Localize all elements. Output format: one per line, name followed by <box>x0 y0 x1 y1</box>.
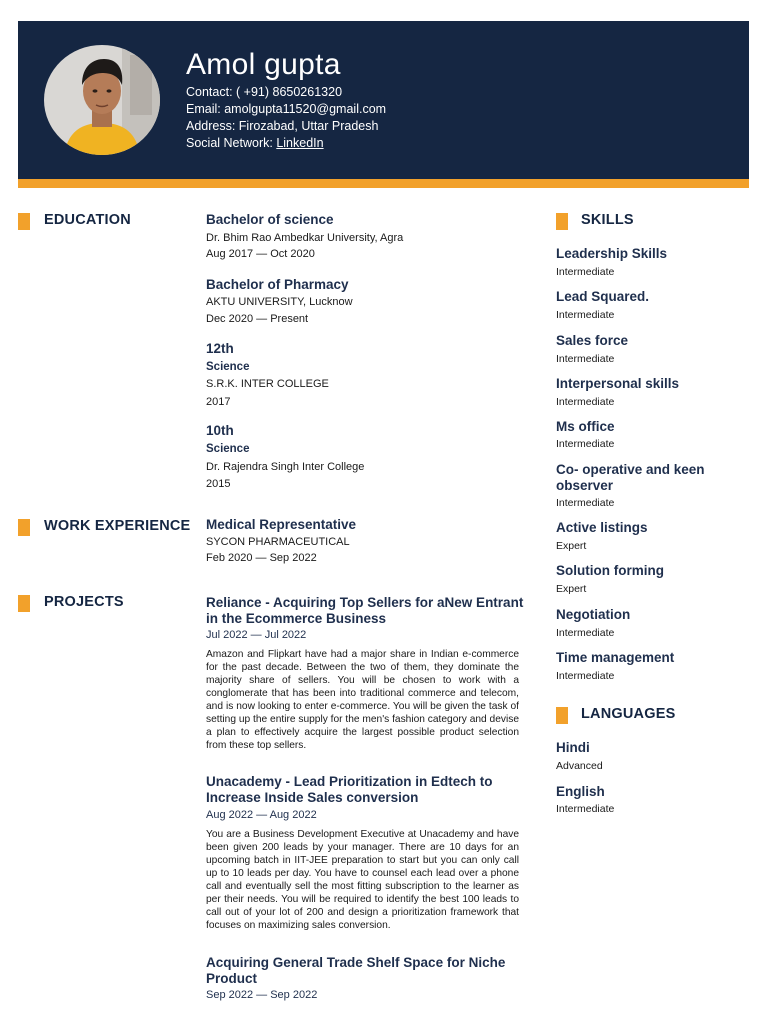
skills-heading: SKILLS <box>581 212 634 228</box>
education-school: AKTU UNIVERSITY, Lucknow <box>206 296 353 308</box>
work-marker <box>18 519 30 536</box>
resume-header <box>18 21 749 179</box>
skill-level: Intermediate <box>556 266 615 278</box>
skill-name: Lead Squared. <box>556 289 650 304</box>
skill-name: Sales force <box>556 333 629 348</box>
skill-level: Intermediate <box>556 353 615 365</box>
education-stream: Science <box>206 443 250 455</box>
avatar-illustration <box>44 45 160 155</box>
skill-name: Solution forming <box>556 563 664 578</box>
skill-level: Expert <box>556 540 587 552</box>
skill-level: Intermediate <box>556 396 615 408</box>
education-date: 2017 <box>206 396 231 408</box>
skill-level: Intermediate <box>556 627 615 639</box>
education-degree: Bachelor of Pharmacy <box>206 277 349 292</box>
work-date: Feb 2020 — Sep 2022 <box>206 552 317 564</box>
skill-name: Co- operative and keen observer <box>556 462 705 493</box>
linkedin-link[interactable]: LinkedIn <box>276 136 324 150</box>
education-date: 2015 <box>206 478 231 490</box>
skill-level: Intermediate <box>556 670 615 682</box>
education-degree: Bachelor of science <box>206 212 334 227</box>
project-title: Acquiring General Trade Shelf Space for Niche Product <box>206 955 506 986</box>
profile-photo <box>44 45 160 155</box>
language-name: Hindi <box>556 740 590 755</box>
work-heading: WORK EXPERIENCE <box>44 518 191 534</box>
skill-name: Ms office <box>556 419 615 434</box>
education-heading: EDUCATION <box>44 212 131 228</box>
skill-level: Expert <box>556 583 587 595</box>
education-date: Aug 2017 — Oct 2020 <box>206 248 315 260</box>
skill-level: Intermediate <box>556 309 615 321</box>
education-date: Dec 2020 — Present <box>206 313 309 325</box>
language-name: English <box>556 784 605 799</box>
project-title: Unacademy - Lead Prioritization in Edtech to Increase Inside Sales conversion <box>206 774 493 805</box>
project-date: Jul 2022 — Jul 2022 <box>206 629 307 641</box>
skill-name: Time management <box>556 650 675 665</box>
projects-heading: PROJECTS <box>44 594 124 610</box>
education-degree: 10th <box>206 423 234 438</box>
project-date: Aug 2022 — Aug 2022 <box>206 809 317 821</box>
project-date: Sep 2022 — Sep 2022 <box>206 989 318 1001</box>
contact-email: Email: amolgupta11520@gmail.com <box>186 102 387 116</box>
education-school: Dr. Bhim Rao Ambedkar University, Agra <box>206 232 404 244</box>
header-accent-bar <box>18 179 749 188</box>
education-school: S.R.K. INTER COLLEGE <box>206 378 329 390</box>
skills-marker <box>556 213 568 230</box>
skill-name: Leadership Skills <box>556 246 668 261</box>
work-company: SYCON PHARMACEUTICAL <box>206 536 350 548</box>
education-stream: Science <box>206 361 250 373</box>
education-school: Dr. Rajendra Singh Inter College <box>206 461 365 473</box>
languages-marker <box>556 707 568 724</box>
contact-details <box>186 84 386 152</box>
projects-marker <box>18 595 30 612</box>
social-label: Social Network: <box>186 136 277 150</box>
project-title: Reliance - Acquiring Top Sellers for aNew Entrant in the Ecommerce Business <box>206 595 524 626</box>
skill-name: Interpersonal skills <box>556 376 680 391</box>
contact-phone: Contact: ( +91) 8650261320 <box>186 85 343 99</box>
contact-social <box>186 135 386 152</box>
languages-heading: LANGUAGES <box>581 706 676 722</box>
language-level: Advanced <box>556 760 603 772</box>
skill-level: Intermediate <box>556 497 615 509</box>
skill-name: Active listings <box>556 520 648 535</box>
skill-level: Intermediate <box>556 438 615 450</box>
candidate-name: Amol gupta <box>186 48 341 81</box>
skill-name: Negotiation <box>556 607 631 622</box>
project-description: Amazon and Flipkart have had a major share in Indian e-commerce for the past decade. Between the two of them, they dominate the majority share of sellers. You will be chosen to work with a conglomerate that has been into traditional commerce and telecom, and is now looking to enter e-commerce. You will be given the task of setting up the entire supply for the men's fashion category and devise a plan to effectively acquire the largest possible product selection from these top sellers. <box>206 649 519 751</box>
work-title: Medical Representative <box>206 517 357 532</box>
language-level: Intermediate <box>556 803 615 815</box>
education-degree: 12th <box>206 341 234 356</box>
education-marker <box>18 213 30 230</box>
project-description: You are a Business Development Executive at Unacademy and have been given 200 leads by your manager. There are 10 days for an upcoming batch in IIT-JEE preparation to start but you can only call up to 10 leads per day. You have to counsel each lead over a phone call and eventually sell the most fitting subscription to the learner as per their needs. You will be required to identify the best 100 leads to call out of your lot of 200 and design a prioritization framework that focuses on maximizing sales conversion. <box>206 829 519 931</box>
contact-address: Address: Firozabad, Uttar Pradesh <box>186 119 379 133</box>
